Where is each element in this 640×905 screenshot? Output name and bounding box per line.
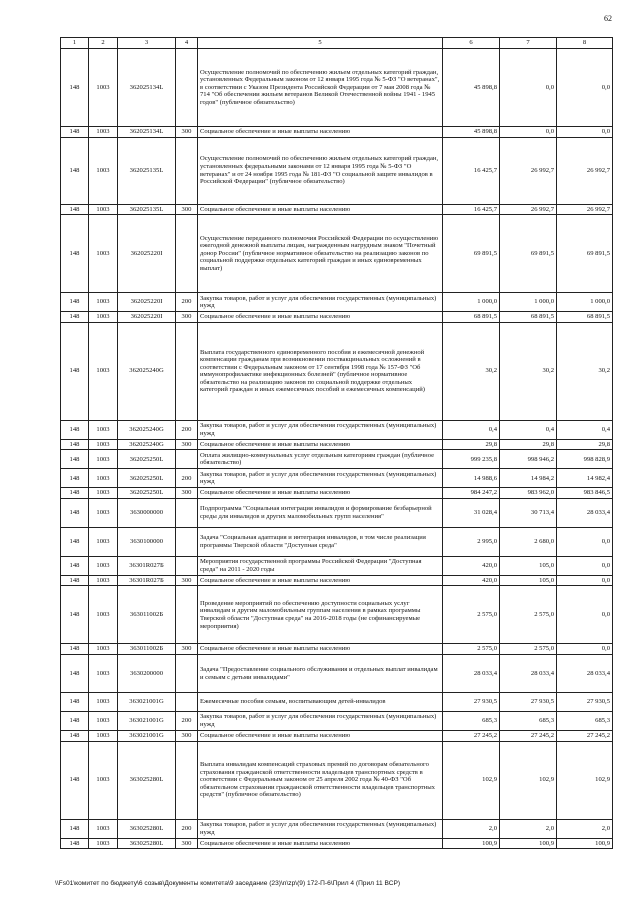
cell-section: 1003 <box>89 644 118 655</box>
cell-amount-2: 998 946,2 <box>500 450 557 469</box>
cell-amount-2: 14 984,2 <box>500 469 557 488</box>
cell-description: Подпрограмма "Социальная интеграция инвалидов и формирование безбарьерной среды для инвалидов и других маломобильных групп населения" <box>198 498 443 527</box>
cell-amount-3: 0,0 <box>557 644 613 655</box>
cell-section: 1003 <box>89 49 118 127</box>
cell-target-article: 3630000000 <box>118 498 176 527</box>
cell-amount-3: 14 982,4 <box>557 469 613 488</box>
cell-expense-type: 300 <box>176 204 198 215</box>
cell-description: Ежемесячные пособия семьям, воспитывающим детей-инвалидов <box>198 693 443 712</box>
cell-amount-1: 685,3 <box>443 712 500 731</box>
cell-ministry: 148 <box>61 712 89 731</box>
cell-amount-3: 0,0 <box>557 586 613 644</box>
table-row <box>61 204 613 215</box>
cell-amount-1: 999 235,8 <box>443 450 500 469</box>
table-row <box>61 731 613 742</box>
cell-amount-2: 2 680,0 <box>500 527 557 556</box>
cell-amount-2: 27 930,5 <box>500 693 557 712</box>
cell-expense-type: 200 <box>176 469 198 488</box>
table-row <box>61 693 613 712</box>
cell-description: Закупка товаров, работ и услуг для обеспечения государственных (муниципальных) нужд <box>198 420 443 439</box>
cell-amount-1: 30,2 <box>443 322 500 420</box>
cell-amount-2: 26 992,7 <box>500 204 557 215</box>
cell-target-article: 363025280L <box>118 819 176 838</box>
cell-target-article: 362025135L <box>118 204 176 215</box>
cell-expense-type: 300 <box>176 838 198 849</box>
table-row <box>61 498 613 527</box>
table-row <box>61 488 613 499</box>
cell-amount-3: 0,0 <box>557 49 613 127</box>
cell-section: 1003 <box>89 819 118 838</box>
cell-ministry: 148 <box>61 488 89 499</box>
cell-ministry: 148 <box>61 127 89 138</box>
cell-amount-2: 28 033,4 <box>500 655 557 693</box>
cell-section: 1003 <box>89 527 118 556</box>
cell-amount-2: 102,9 <box>500 741 557 819</box>
table-row <box>61 838 613 849</box>
table-row <box>61 644 613 655</box>
cell-ministry: 148 <box>61 575 89 586</box>
table-row <box>61 741 613 819</box>
cell-amount-1: 31 028,4 <box>443 498 500 527</box>
cell-amount-1: 16 425,7 <box>443 204 500 215</box>
cell-description: Социальное обеспечение и иные выплаты населению <box>198 575 443 586</box>
cell-expense-type: 200 <box>176 712 198 731</box>
page-number: 62 <box>604 14 612 23</box>
cell-description: Осуществление полномочий по обеспечению жильем отдельных категорий граждан, установленных федеральными законами от 12 января 1995 года № 5-ФЗ "О ветеранах" и от 24 ноября 1995 года № 181-ФЗ "О социальной защите инвалидов в Российской Федерации" (публичное обязательство) <box>198 137 443 204</box>
table-row <box>61 293 613 312</box>
cell-ministry: 148 <box>61 586 89 644</box>
cell-target-article: 36301R027Б <box>118 556 176 575</box>
cell-expense-type <box>176 693 198 712</box>
cell-amount-1: 2,0 <box>443 819 500 838</box>
cell-expense-type: 200 <box>176 293 198 312</box>
header-cell: 2 <box>89 38 118 49</box>
header-cell: 8 <box>557 38 613 49</box>
cell-section: 1003 <box>89 439 118 450</box>
cell-description: Закупка товаров, работ и услуг для обеспечения государственных (муниципальных) нужд <box>198 712 443 731</box>
cell-amount-2: 29,8 <box>500 439 557 450</box>
cell-target-article: 362025135L <box>118 137 176 204</box>
cell-expense-type <box>176 49 198 127</box>
file-path-footer: \\Fs01\комитет по бюджету\6 созыв\Документы комитета\9 заседание (23)\n\zp\(9) 172-П-6\Прил 4 (Прил 11 ВСР) <box>55 880 401 887</box>
cell-amount-3: 1 000,0 <box>557 293 613 312</box>
table-row <box>61 137 613 204</box>
cell-section: 1003 <box>89 127 118 138</box>
cell-amount-2: 30 713,4 <box>500 498 557 527</box>
cell-section: 1003 <box>89 312 118 323</box>
cell-description: Проведение мероприятий по обеспечению доступности социальных услуг инвалидам и другим маломобильным группам населения в рамках программы Тверской области "Доступная среда" на 2016-2018 годы (не софинансируемые мероприятия) <box>198 586 443 644</box>
cell-amount-2: 26 992,7 <box>500 137 557 204</box>
cell-expense-type: 300 <box>176 488 198 499</box>
cell-amount-3: 28 033,4 <box>557 498 613 527</box>
cell-amount-3: 68 891,5 <box>557 312 613 323</box>
cell-amount-3: 102,9 <box>557 741 613 819</box>
cell-section: 1003 <box>89 204 118 215</box>
cell-target-article: 362025220I <box>118 215 176 293</box>
cell-section: 1003 <box>89 215 118 293</box>
cell-target-article: 362025240G <box>118 439 176 450</box>
cell-ministry: 148 <box>61 450 89 469</box>
cell-ministry: 148 <box>61 693 89 712</box>
cell-ministry: 148 <box>61 293 89 312</box>
cell-ministry: 148 <box>61 498 89 527</box>
cell-ministry: 148 <box>61 420 89 439</box>
cell-section: 1003 <box>89 420 118 439</box>
cell-description: Социальное обеспечение и иные выплаты населению <box>198 731 443 742</box>
cell-amount-3: 29,8 <box>557 439 613 450</box>
cell-expense-type: 300 <box>176 731 198 742</box>
cell-ministry: 148 <box>61 731 89 742</box>
cell-target-article: 362025134L <box>118 49 176 127</box>
table-row <box>61 450 613 469</box>
cell-section: 1003 <box>89 741 118 819</box>
cell-amount-2: 1 000,0 <box>500 293 557 312</box>
cell-amount-2: 2 575,0 <box>500 644 557 655</box>
cell-section: 1003 <box>89 575 118 586</box>
cell-expense-type <box>176 450 198 469</box>
cell-ministry: 148 <box>61 527 89 556</box>
cell-amount-1: 45 898,8 <box>443 127 500 138</box>
cell-description: Социальное обеспечение и иные выплаты населению <box>198 488 443 499</box>
cell-target-article: 362025250L <box>118 450 176 469</box>
cell-description: Социальное обеспечение и иные выплаты населению <box>198 204 443 215</box>
cell-ministry: 148 <box>61 204 89 215</box>
cell-amount-2: 100,9 <box>500 838 557 849</box>
table-row <box>61 586 613 644</box>
table-row <box>61 439 613 450</box>
budget-table <box>60 37 613 849</box>
cell-amount-2: 2 575,0 <box>500 586 557 644</box>
cell-ministry: 148 <box>61 741 89 819</box>
cell-description: Осуществление полномочий по обеспечению жильем отдельных категорий граждан, установленных Федеральным законом от 12 января 1995 года № 5-ФЗ "О ветеранах", в соответствии с Указом Президента Российской Федерации от 7 мая 2008 года № 714 "Об обеспечении жильем ветеранов Великой Отечественной войны 1941 - 1945 годов" (публичное обязательство) <box>198 49 443 127</box>
table-row <box>61 556 613 575</box>
cell-ministry: 148 <box>61 655 89 693</box>
cell-ministry: 148 <box>61 322 89 420</box>
cell-expense-type <box>176 215 198 293</box>
table-row <box>61 127 613 138</box>
table-row <box>61 215 613 293</box>
cell-amount-1: 27 245,2 <box>443 731 500 742</box>
cell-amount-3: 27 245,2 <box>557 731 613 742</box>
cell-expense-type <box>176 556 198 575</box>
cell-amount-1: 420,0 <box>443 575 500 586</box>
cell-amount-2: 105,0 <box>500 556 557 575</box>
cell-amount-2: 685,3 <box>500 712 557 731</box>
cell-amount-2: 0,4 <box>500 420 557 439</box>
cell-description: Осуществление переданного полномочия Российской Федерации по осуществлению ежегодной денежной выплаты лицам, награжденным нагрудным знаком "Почетный донор России" (публичное нормативное обязательство на реализацию законов по социальной поддержке отдельных категорий граждан и иных единовременных выплат) <box>198 215 443 293</box>
cell-section: 1003 <box>89 655 118 693</box>
cell-section: 1003 <box>89 693 118 712</box>
cell-amount-3: 685,3 <box>557 712 613 731</box>
cell-expense-type <box>176 498 198 527</box>
header-cell: 1 <box>61 38 89 49</box>
table-row <box>61 322 613 420</box>
cell-target-article: 363021001G <box>118 712 176 731</box>
cell-expense-type: 300 <box>176 312 198 323</box>
header-cell: 7 <box>500 38 557 49</box>
cell-ministry: 148 <box>61 556 89 575</box>
cell-ministry: 148 <box>61 49 89 127</box>
cell-section: 1003 <box>89 322 118 420</box>
cell-expense-type: 300 <box>176 439 198 450</box>
table-row <box>61 819 613 838</box>
cell-description: Выплата государственного единовременного пособия и ежемесячной денежной компенсации гражданам при возникновении поствакцинальных осложнений в соответствии с Федеральным законом от 17 сентября 1998 года № 157-ФЗ "Об иммунопрофилактике инфекционных болезней" (публичное нормативное обязательство на реализацию законов по социальной поддержке отдельных категорий граждан и иных ежемесячных пособий и ежемесячных компенсаций) <box>198 322 443 420</box>
cell-ministry: 148 <box>61 838 89 849</box>
cell-expense-type: 200 <box>176 819 198 838</box>
cell-amount-2: 69 891,5 <box>500 215 557 293</box>
cell-expense-type: 300 <box>176 575 198 586</box>
cell-expense-type <box>176 322 198 420</box>
table-row <box>61 469 613 488</box>
cell-target-article: 362025134L <box>118 127 176 138</box>
table-row <box>61 575 613 586</box>
cell-description: Закупка товаров, работ и услуг для обеспечения государственных (муниципальных) нужд <box>198 293 443 312</box>
cell-ministry: 148 <box>61 469 89 488</box>
cell-amount-1: 420,0 <box>443 556 500 575</box>
cell-expense-type <box>176 586 198 644</box>
cell-amount-1: 1 000,0 <box>443 293 500 312</box>
table-row <box>61 420 613 439</box>
cell-expense-type <box>176 741 198 819</box>
cell-amount-3: 0,0 <box>557 127 613 138</box>
cell-description: Оплата жилищно-коммунальных услуг отдельным категориям граждан (публичное обязательство) <box>198 450 443 469</box>
cell-amount-3: 26 992,7 <box>557 204 613 215</box>
cell-amount-3: 998 828,9 <box>557 450 613 469</box>
cell-section: 1003 <box>89 293 118 312</box>
cell-target-article: 362025240G <box>118 420 176 439</box>
cell-amount-3: 2,0 <box>557 819 613 838</box>
cell-expense-type <box>176 137 198 204</box>
cell-amount-1: 102,9 <box>443 741 500 819</box>
cell-section: 1003 <box>89 450 118 469</box>
cell-section: 1003 <box>89 488 118 499</box>
cell-section: 1003 <box>89 137 118 204</box>
cell-amount-3: 0,4 <box>557 420 613 439</box>
cell-target-article: 3630200000 <box>118 655 176 693</box>
cell-ministry: 148 <box>61 439 89 450</box>
cell-target-article: 363021001G <box>118 693 176 712</box>
cell-target-article: 363021001G <box>118 731 176 742</box>
cell-expense-type: 200 <box>176 420 198 439</box>
cell-target-article: 363011002Б <box>118 586 176 644</box>
cell-amount-2: 0,0 <box>500 49 557 127</box>
cell-amount-1: 16 425,7 <box>443 137 500 204</box>
cell-expense-type: 300 <box>176 127 198 138</box>
cell-description: Закупка товаров, работ и услуг для обеспечения государственных (муниципальных) нужд <box>198 819 443 838</box>
cell-amount-2: 30,2 <box>500 322 557 420</box>
cell-amount-1: 984 247,2 <box>443 488 500 499</box>
cell-description: Выплата инвалидам компенсаций страховых премий по договорам обязательного страхования гражданской ответственности владельцев транспортных средств в соответствии с Федеральным законом от 25 апреля 2002 года № 40-ФЗ "Об обязательном страховании гражданской ответственности владельцев транспортных средств" (публичное обязательство) <box>198 741 443 819</box>
table-row <box>61 527 613 556</box>
cell-amount-1: 2 995,0 <box>443 527 500 556</box>
cell-section: 1003 <box>89 712 118 731</box>
cell-description: Социальное обеспечение и иные выплаты населению <box>198 838 443 849</box>
cell-target-article: 362025240G <box>118 322 176 420</box>
cell-target-article: 362025250L <box>118 469 176 488</box>
cell-amount-1: 69 891,5 <box>443 215 500 293</box>
header-row <box>61 38 613 49</box>
cell-target-article: 363025280L <box>118 838 176 849</box>
cell-target-article: 36301R027Б <box>118 575 176 586</box>
header-cell: 5 <box>198 38 443 49</box>
cell-description: Задача "Предоставление социального обслуживания и отдельных выплат инвалидам и семьям с детьми инвалидами" <box>198 655 443 693</box>
cell-description: Задача "Социальная адаптация и интеграция инвалидов, в том числе реализация программы Тверской области "Доступная среда" <box>198 527 443 556</box>
cell-amount-2: 983 962,0 <box>500 488 557 499</box>
table-row <box>61 49 613 127</box>
cell-section: 1003 <box>89 838 118 849</box>
cell-description: Социальное обеспечение и иные выплаты населению <box>198 439 443 450</box>
cell-description: Мероприятия государственной программы Российской Федерации "Доступная среда" на 2011 - 2020 годы <box>198 556 443 575</box>
cell-amount-3: 26 992,7 <box>557 137 613 204</box>
cell-description: Социальное обеспечение и иные выплаты населению <box>198 127 443 138</box>
cell-target-article: 362025220I <box>118 312 176 323</box>
cell-amount-3: 0,0 <box>557 556 613 575</box>
cell-target-article: 362025250L <box>118 488 176 499</box>
cell-description: Социальное обеспечение и иные выплаты населению <box>198 644 443 655</box>
cell-ministry: 148 <box>61 819 89 838</box>
cell-ministry: 148 <box>61 215 89 293</box>
cell-amount-1: 0,4 <box>443 420 500 439</box>
cell-description: Социальное обеспечение и иные выплаты населению <box>198 312 443 323</box>
cell-section: 1003 <box>89 586 118 644</box>
cell-ministry: 148 <box>61 312 89 323</box>
cell-amount-2: 2,0 <box>500 819 557 838</box>
cell-target-article: 363025280L <box>118 741 176 819</box>
cell-amount-3: 100,9 <box>557 838 613 849</box>
cell-amount-1: 68 891,5 <box>443 312 500 323</box>
cell-amount-2: 68 891,5 <box>500 312 557 323</box>
cell-amount-1: 45 898,8 <box>443 49 500 127</box>
cell-amount-3: 28 033,4 <box>557 655 613 693</box>
cell-amount-2: 27 245,2 <box>500 731 557 742</box>
cell-section: 1003 <box>89 556 118 575</box>
header-cell: 4 <box>176 38 198 49</box>
cell-expense-type <box>176 527 198 556</box>
cell-amount-3: 0,0 <box>557 527 613 556</box>
cell-target-article: 3630100000 <box>118 527 176 556</box>
cell-expense-type <box>176 655 198 693</box>
cell-amount-3: 983 846,5 <box>557 488 613 499</box>
table-row <box>61 655 613 693</box>
cell-amount-3: 69 891,5 <box>557 215 613 293</box>
cell-amount-1: 2 575,0 <box>443 586 500 644</box>
cell-expense-type: 300 <box>176 644 198 655</box>
table-row <box>61 312 613 323</box>
cell-amount-2: 0,0 <box>500 127 557 138</box>
table-row <box>61 712 613 731</box>
cell-amount-3: 30,2 <box>557 322 613 420</box>
cell-amount-1: 29,8 <box>443 439 500 450</box>
cell-ministry: 148 <box>61 644 89 655</box>
header-cell: 3 <box>118 38 176 49</box>
cell-amount-2: 105,0 <box>500 575 557 586</box>
cell-amount-1: 100,9 <box>443 838 500 849</box>
cell-description: Закупка товаров, работ и услуг для обеспечения государственных (муниципальных) нужд <box>198 469 443 488</box>
cell-ministry: 148 <box>61 137 89 204</box>
cell-amount-1: 14 988,6 <box>443 469 500 488</box>
cell-section: 1003 <box>89 498 118 527</box>
cell-target-article: 362025220I <box>118 293 176 312</box>
cell-amount-1: 27 930,5 <box>443 693 500 712</box>
cell-target-article: 363011002Б <box>118 644 176 655</box>
header-cell: 6 <box>443 38 500 49</box>
cell-section: 1003 <box>89 469 118 488</box>
cell-amount-1: 28 033,4 <box>443 655 500 693</box>
cell-amount-1: 2 575,0 <box>443 644 500 655</box>
cell-amount-3: 0,0 <box>557 575 613 586</box>
cell-section: 1003 <box>89 731 118 742</box>
cell-amount-3: 27 930,5 <box>557 693 613 712</box>
